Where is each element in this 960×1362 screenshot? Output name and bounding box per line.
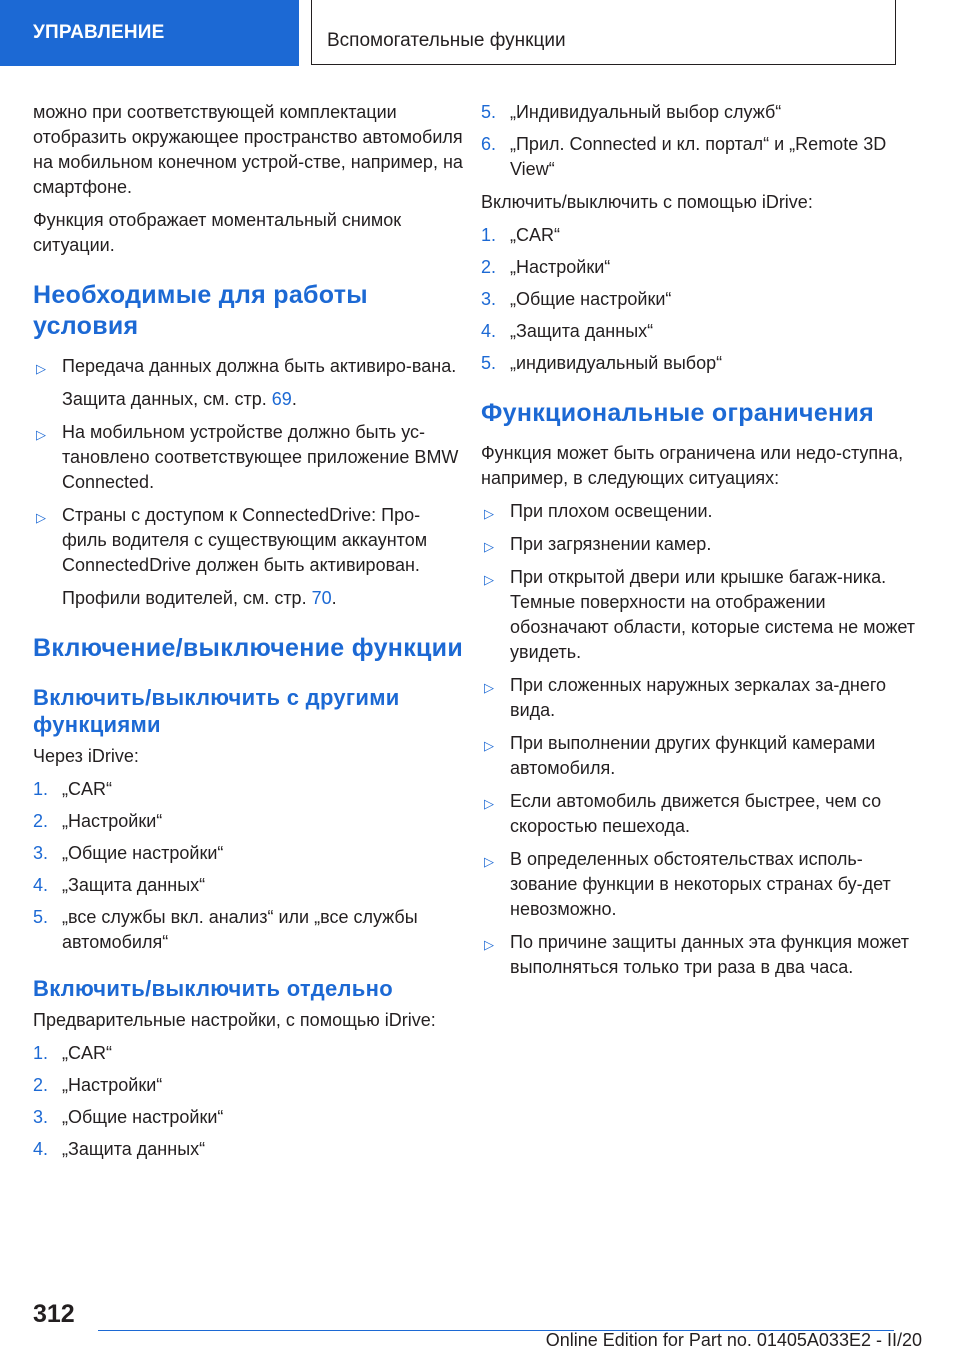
steps-list-a: [33, 777, 463, 955]
step-number: 4.: [481, 321, 497, 341]
step-number: 2.: [33, 1075, 49, 1095]
list-item: [33, 1041, 463, 1066]
step-text: „Настройки“: [510, 257, 611, 277]
list-item: [481, 789, 921, 839]
step-text: „Настройки“: [62, 811, 163, 831]
list-item-text: Страны с доступом к ConnectedDrive: Про-филь водителя с существующим аккаунтом ConnectedDrive должен быть активирован.: [62, 505, 428, 575]
list-item-text: При плохом освещении.: [510, 501, 713, 521]
steps-list-d: [481, 223, 921, 376]
step-number: 3.: [481, 289, 497, 309]
requirements-list: [33, 354, 463, 611]
step-number: 1.: [33, 1043, 49, 1063]
chapter-title: Вспомогательные функции: [311, 0, 896, 65]
list-item: [481, 565, 921, 665]
list-item-reference: [62, 387, 463, 412]
step-number: 5.: [33, 907, 49, 927]
step-number: 6.: [481, 134, 497, 154]
reference-text: Защита данных, см. стр.: [62, 389, 272, 409]
intro-paragraph: можно при соответствующей комплектации отобразить окружающее пространство автомобиля на мобильном конечном устрой-стве, например, на смартфоне.: [33, 102, 463, 197]
step-number: 3.: [33, 1107, 49, 1127]
step-number: 3.: [33, 843, 49, 863]
triangle-bullet-icon: ▷: [484, 680, 494, 695]
step-text: „Общие настройки“: [62, 843, 224, 863]
triangle-bullet-icon: ▷: [484, 854, 494, 869]
step-text: „индивидуальный выбор“: [510, 353, 723, 373]
step-text: „Индивидуальный выбор служб“: [510, 102, 782, 122]
steps-list-c: [481, 100, 921, 182]
list-item: [481, 532, 921, 557]
toggle-via-text: Включить/выключить с помощью iDrive:: [481, 192, 813, 212]
triangle-bullet-icon: ▷: [36, 427, 46, 442]
intro-paragraph-2: Функция отображает моментальный снимок ситуации.: [33, 210, 402, 255]
list-item: [33, 354, 463, 412]
triangle-bullet-icon: ▷: [36, 510, 46, 525]
step-number: 4.: [33, 1139, 49, 1159]
reference-suffix: .: [291, 389, 297, 409]
step-text: „CAR“: [62, 1043, 112, 1063]
step-number: 4.: [33, 875, 49, 895]
triangle-bullet-icon: ▷: [484, 572, 494, 587]
left-column: [33, 100, 463, 1170]
list-item: [33, 777, 463, 802]
list-item: [33, 1073, 463, 1098]
list-item: [481, 351, 921, 376]
with-others-heading: Включить/выключить с другими функциями: [33, 685, 400, 737]
step-text: „Защита данных“: [62, 1139, 206, 1159]
triangle-bullet-icon: ▷: [484, 539, 494, 554]
page-link-70[interactable]: 70: [311, 588, 332, 608]
list-item-text: В определенных обстоятельствах исполь-зование функции в некоторых странах бу-дет невозможно.: [510, 849, 891, 919]
reference-suffix: .: [331, 588, 337, 608]
list-item-reference: [62, 586, 463, 611]
list-item: [481, 132, 921, 182]
step-text: „все службы вкл. анализ“ или „все службы автомобиля“: [62, 907, 418, 952]
list-item: [33, 873, 463, 898]
step-number: 1.: [33, 779, 49, 799]
list-item: [481, 287, 921, 312]
via-idrive-text: Через iDrive:: [33, 746, 139, 766]
list-item: [33, 1137, 463, 1162]
list-item: [33, 809, 463, 834]
right-column: [481, 100, 921, 988]
step-text: „Защита данных“: [510, 321, 654, 341]
list-item: [481, 930, 921, 980]
list-item: [481, 100, 921, 125]
step-text: „Общие настройки“: [510, 289, 672, 309]
list-item: [33, 1105, 463, 1130]
limits-heading: Функциональные ограничения: [481, 399, 875, 427]
triangle-bullet-icon: ▷: [484, 796, 494, 811]
steps-list-b: [33, 1041, 463, 1162]
step-text: „CAR“: [510, 225, 560, 245]
triangle-bullet-icon: ▷: [484, 506, 494, 521]
list-item-text: Если автомобиль движется быстрее, чем со скоростью пешехода.: [510, 791, 882, 836]
triangle-bullet-icon: ▷: [484, 937, 494, 952]
step-number: 2.: [33, 811, 49, 831]
list-item: [33, 503, 463, 611]
limits-intro: Функция может быть ограничена или недо-ступна, например, в следующих ситуациях:: [481, 443, 904, 488]
onoff-heading: Включение/выключение функции: [33, 634, 464, 662]
triangle-bullet-icon: ▷: [484, 738, 494, 753]
separate-heading: Включить/выключить отдельно: [33, 976, 393, 1001]
page-header: [0, 0, 960, 66]
list-item: [481, 731, 921, 781]
step-text: „Общие настройки“: [62, 1107, 224, 1127]
list-item-text: При сложенных наружных зеркалах за-днего вида.: [510, 675, 887, 720]
step-number: 2.: [481, 257, 497, 277]
step-text: „Прил. Connected и кл. портал“ и „Remote 3D View“: [510, 134, 887, 179]
list-item-text: По причине защиты данных эта функция может выполняться только три раза в два часа.: [510, 932, 910, 977]
limits-list: [481, 499, 921, 980]
page-number: 312: [33, 1300, 75, 1328]
list-item: [33, 841, 463, 866]
list-item: [481, 319, 921, 344]
step-number: 1.: [481, 225, 497, 245]
list-item: [481, 223, 921, 248]
list-item-text: Передача данных должна быть активиро-вана.: [62, 356, 457, 376]
list-item: [481, 847, 921, 922]
triangle-bullet-icon: ▷: [36, 361, 46, 376]
list-item: [481, 499, 921, 524]
list-item: [33, 420, 463, 495]
section-title: УПРАВЛЕНИЕ: [0, 0, 299, 66]
edition-note: Online Edition for Part no. 01405A033E2 - II/20: [545, 1330, 922, 1350]
list-item: [481, 673, 921, 723]
list-item-text: При выполнении других функций камерами автомобиля.: [510, 733, 876, 778]
step-text: „Защита данных“: [62, 875, 206, 895]
page-link-69[interactable]: 69: [271, 389, 292, 409]
list-item-text: При открытой двери или крышке багаж-ника. Темные поверхности на отображении обозначают области, которые система не может увидеть.: [510, 567, 916, 662]
step-text: „Настройки“: [62, 1075, 163, 1095]
step-number: 5.: [481, 102, 497, 122]
requirements-heading: Необходимые для работы условия: [33, 281, 368, 340]
list-item-text: При загрязнении камер.: [510, 534, 712, 554]
list-item: [33, 905, 463, 955]
step-text: „CAR“: [62, 779, 112, 799]
list-item: [481, 255, 921, 280]
list-item-text: На мобильном устройстве должно быть ус-тановлено соответствующее приложение BMW Connected.: [62, 422, 459, 492]
presettings-text: Предварительные настройки, с помощью iDrive:: [33, 1010, 436, 1030]
page-footer: [0, 1290, 960, 1362]
reference-text: Профили водителей, см. стр.: [62, 588, 312, 608]
step-number: 5.: [481, 353, 497, 373]
